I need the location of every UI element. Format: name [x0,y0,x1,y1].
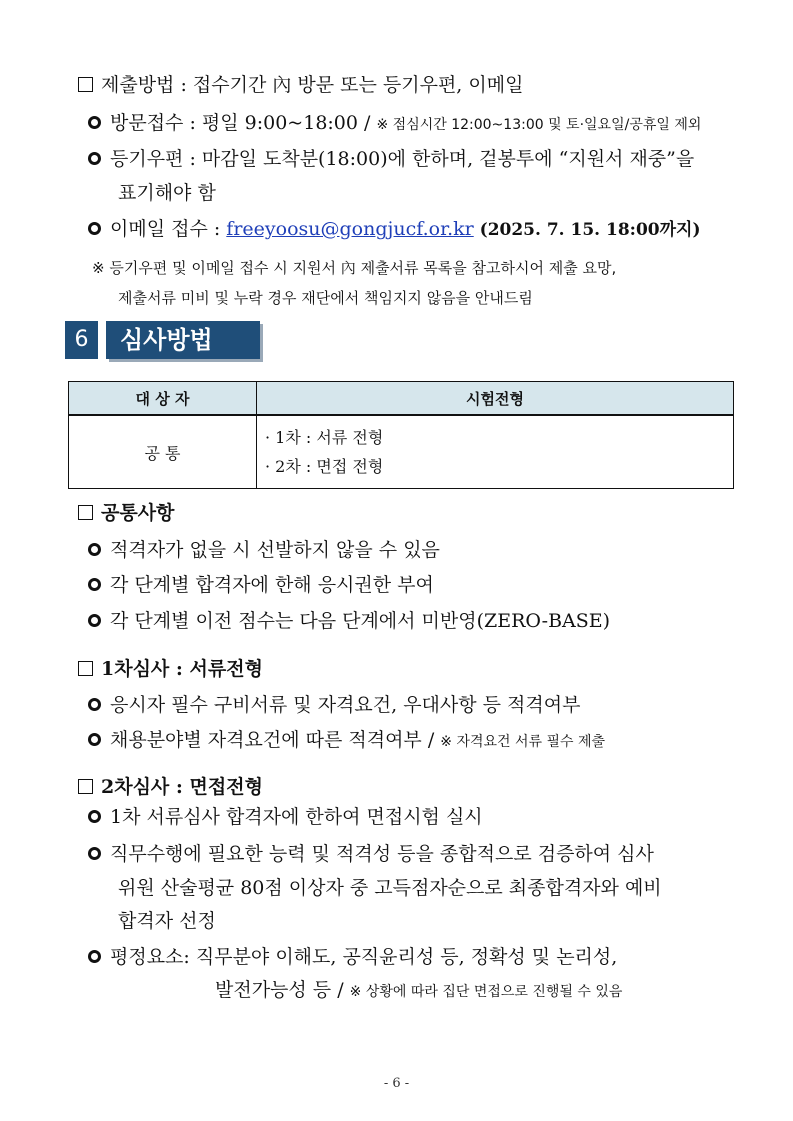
bullet-circle-icon [88,733,101,746]
second-item: 평정요소: 직무분야 이해도, 공직윤리성 등, 정확성 및 논리성, [88,944,617,970]
section-title: 심사방법 [106,321,260,359]
table-item: · 1차 : 서류 전형 [265,428,384,447]
second-item: 1차 서류심사 합격자에 한하여 면접시험 실시 [88,804,483,830]
bullet-circle-icon [88,222,101,235]
screening-table [68,381,734,489]
bullet-circle-icon [88,543,101,556]
post-item-cont: 표기해야 함 [118,182,216,204]
second-item-cont: 합격자 선정 [118,910,216,932]
submission-heading: 제출방법 : 접수기간 內 방문 또는 등기우편, 이메일 [78,72,523,98]
common-item: 각 단계별 이전 점수는 다음 단계에서 미반영(ZERO-BASE) [88,608,610,634]
table-cell-target: 공 통 [69,415,257,489]
email-link[interactable]: freeyoosu@gongjucf.or.kr [226,218,474,240]
table-row [69,415,734,489]
bullet-circle-icon [88,847,101,860]
bullet-circle-icon [88,614,101,627]
table-header: 시험전형 [257,382,734,416]
second-item: 직무수행에 필요한 능력 및 적격성 등을 종합적으로 검증하여 심사 [88,841,654,867]
submission-note-line1: ※ 등기우편 및 이메일 접수 시 지원서 內 제출서류 목록을 참고하시어 제출 요망, [92,259,617,277]
submission-note-line2: 제출서류 미비 및 누락 경우 재단에서 책임지지 않음을 안내드림 [118,289,533,307]
bullet-circle-icon [88,698,101,711]
checkbox-square-icon [78,77,93,92]
first-item: 채용분야별 자격요건에 따른 적격여부 / ※ 자격요건 서류 필수 제출 [88,727,605,755]
second-item-cont: 발전가능성 등 / ※ 상황에 따라 집단 면접으로 진행될 수 있음 [215,979,623,1001]
bullet-circle-icon [88,810,101,823]
table-item: · 2차 : 면접 전형 [265,457,384,476]
first-heading: 1차심사 : 서류전형 [78,656,263,682]
common-item: 각 단계별 합격자에 한해 응시권한 부여 [88,572,434,598]
table-header: 대 상 자 [69,382,257,416]
common-item: 적격자가 없을 시 선발하지 않을 수 있음 [88,537,440,563]
bullet-circle-icon [88,152,101,165]
page-number: - 6 - [383,1076,410,1091]
second-item-cont: 위원 산술평균 80점 이상자 중 고득점자순으로 최종합격자와 예비 [118,877,662,899]
checkbox-square-icon [78,779,93,794]
bullet-circle-icon [88,116,101,129]
section-number: 6 [65,321,98,359]
bullet-circle-icon [88,950,101,963]
common-heading: 공통사항 [78,500,174,526]
checkbox-square-icon [78,505,93,520]
post-item: 등기우편 : 마감일 도착분(18:00)에 한하며, 겉봉투에 “지원서 재중”을 [88,146,694,172]
visit-item: 방문접수 : 평일 9:00~18:00 / ※ 점심시간 12:00~13:00 및 토·일요일/공휴일 제외 [88,110,701,138]
table-header-row [69,382,734,416]
bullet-circle-icon [88,578,101,591]
first-item: 응시자 필수 구비서류 및 자격요건, 우대사항 등 적격여부 [88,692,580,718]
second-heading: 2차심사 : 면접전형 [78,774,263,800]
checkbox-square-icon [78,661,93,676]
table-cell-items [257,415,734,489]
email-item: 이메일 접수 : freeyoosu@gongjucf.or.kr (2025. 7. 15. 18:00까지) [88,216,701,243]
